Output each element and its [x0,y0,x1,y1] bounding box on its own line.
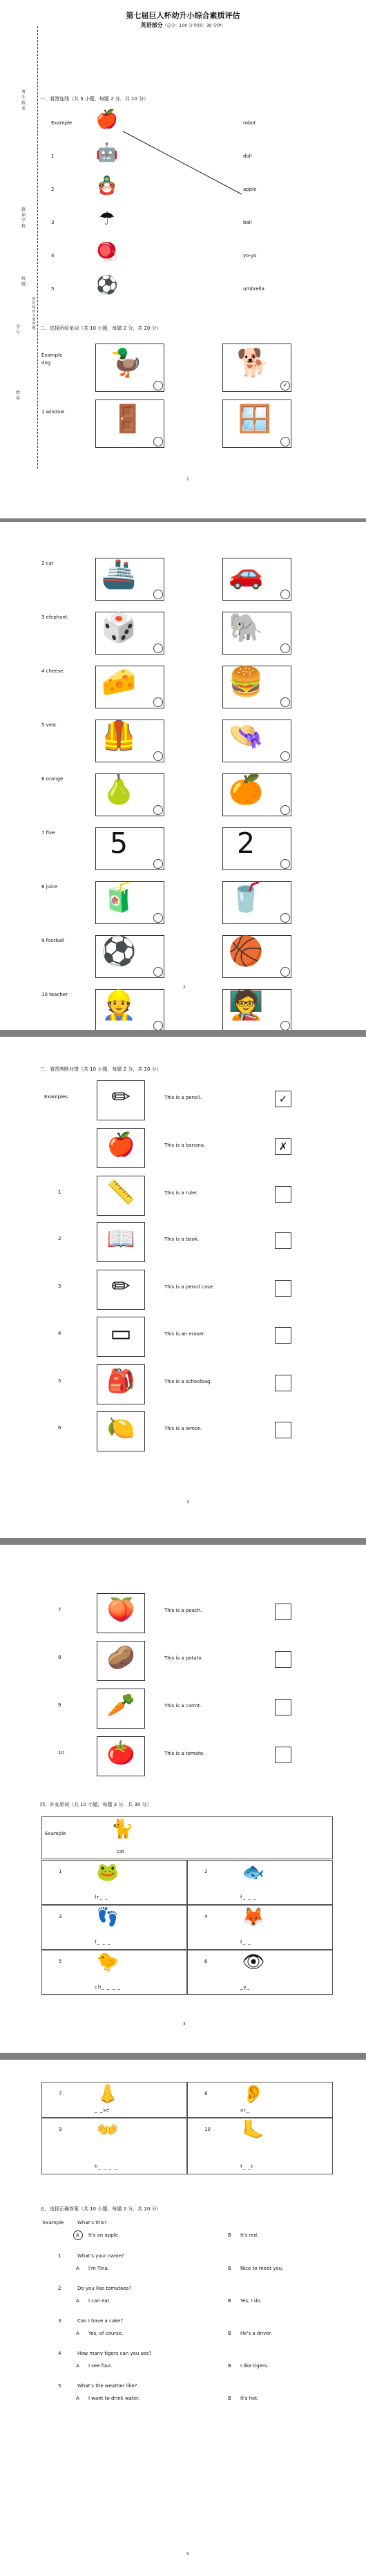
tf-sentence: This is a peach. [164,1608,202,1613]
right-picture-box[interactable] [222,399,291,448]
fill-cell [41,1860,187,1905]
fill-cell [41,2082,187,2118]
tf-picture-box [97,1270,145,1310]
tf-answer-box[interactable]: ✗ [275,1138,291,1155]
answer-circle[interactable] [280,590,290,599]
ship-icon: 🚢 [101,557,137,590]
option-b-letter[interactable]: B [228,2363,231,2369]
potato-icon: 🥔 [106,1644,135,1671]
option-a-text[interactable]: It's an apple. [88,2232,120,2238]
fill-cell [41,2118,187,2174]
question-number: Example [43,2220,64,2226]
option-b-letter[interactable]: B [228,2396,231,2401]
answer-circle[interactable]: ✓ [280,381,290,391]
tf-number: Examples [44,1094,68,1100]
section4-title: 四、补充单词（共 10 小题，每题 3 分，共 30 分） [40,1802,152,1807]
elephant-icon: 🐘 [228,611,264,644]
fill-number: 8 [204,2091,208,2096]
answer-circle[interactable] [153,751,163,761]
fill-blank[interactable]: _ _se [95,2107,110,2113]
answer-circle[interactable] [153,697,163,707]
fox-icon: 🦊 [242,1907,265,1928]
tf-answer-box[interactable] [275,1747,291,1763]
cat-icon: 🐈 [110,1818,134,1840]
tf-picture-box [97,1736,145,1776]
question-text: How many tigers can you see? [77,2351,152,2356]
question-text: Can I have a cake? [77,2318,124,2324]
tf-picture-box [97,1411,145,1451]
right-picture-box[interactable] [222,666,291,708]
page-number: 2 [183,985,186,990]
right-picture-box[interactable] [222,558,291,601]
hat-icon: 👒 [228,719,264,752]
right-picture-box[interactable] [222,827,291,870]
match-word[interactable]: apple [243,187,257,192]
page-2 [0,522,366,1030]
left-picture-box[interactable] [95,720,164,762]
tf-picture-box [97,1128,145,1168]
option-b-text[interactable]: He's a driver. [240,2331,273,2336]
cheese-icon: 🧀 [101,665,137,698]
foot-icon: 🦶 [242,2120,265,2141]
fill-number: 7 [59,2091,62,2096]
carrot-icon: 🥕 [106,1691,135,1718]
tf-answer-box[interactable] [275,1186,291,1203]
match-number: 5 [51,286,55,292]
match-word[interactable]: yo-yo [243,253,257,258]
answer-circle[interactable] [153,859,163,869]
tf-number: 10 [58,1750,64,1756]
tf-answer-box[interactable] [275,1280,291,1297]
choice-label: 8 juice [41,884,58,890]
tf-picture-box [97,1593,145,1633]
right-picture-box[interactable] [222,935,291,978]
fill-number: 10 [204,2127,211,2132]
tf-sentence: This is a tomato. [164,1751,205,1756]
fill-cell [187,1905,333,1950]
choice-label: 3 elephant [41,614,68,620]
choice-label: 7 five [41,830,55,836]
tf-sentence: This is a lemon. [164,1426,202,1431]
question-text: Do you like tomatoes? [77,2286,132,2291]
left-picture-box[interactable] [95,558,164,601]
right-picture-box[interactable] [222,773,291,816]
nose-icon: 👃 [96,2084,119,2105]
option-b-letter[interactable]: B [228,2232,231,2238]
choice-label: 2 car [41,561,54,566]
section3-title: 三、看图判断对错（共 10 小题，每题 2 分，共 20 分） [40,1066,162,1072]
tf-number: 3 [58,1284,61,1289]
basketball-icon: 🏀 [228,934,264,968]
tf-picture-box [97,1317,145,1357]
tf-sentence: This is a pencil. [164,1095,202,1100]
tf-answer-box[interactable] [275,1604,291,1620]
option-a-text[interactable]: I want to drink water. [88,2396,140,2401]
tf-answer-box[interactable]: ✓ [275,1091,291,1107]
teacher-icon: 🧑‍🏫 [228,988,264,1022]
option-b-text[interactable]: It's red. [240,2232,259,2238]
ruler-icon: 📏 [106,1178,135,1205]
page-number: 5 [186,2552,189,2557]
tf-answer-box[interactable] [275,1422,291,1438]
ear-icon: 👂 [242,2084,265,2105]
sidebar-field-name-2: 姓名 [15,391,20,401]
option-b-text[interactable]: Yes, I do. [240,2298,262,2304]
left-picture-box[interactable] [95,827,164,870]
option-a-text[interactable]: Yes, of course. [88,2331,124,2336]
feet-icon: 👣 [96,1907,119,1928]
right-picture-box[interactable] [222,344,291,392]
juice-cup-icon: 🥤 [228,881,264,914]
schoolbag-icon: 🎒 [106,1367,135,1394]
ball-icon: ⚽ [95,275,119,296]
fill-blank[interactable]: f_ _ _ [240,1895,257,1900]
apple-icon: 🍎 [106,1131,135,1158]
fill-number: 4 [204,1914,208,1919]
sidebar-notice: 密封线内不要答题 [32,297,36,330]
juice-box-icon: 🧃 [101,881,137,914]
tf-number: 7 [58,1607,61,1613]
fill-number: 3 [59,1914,62,1919]
example-word: cat [117,1849,124,1854]
match-word[interactable]: robot [243,120,256,126]
tf-number: 5 [58,1378,61,1384]
option-a-letter[interactable]: A [76,2396,79,2401]
answer-circle[interactable] [153,590,163,599]
fill-blank[interactable]: f_ _ [240,1939,251,1945]
page-gap [0,1030,366,1037]
fill-cell [41,1905,187,1950]
tf-answer-box[interactable] [275,1375,291,1391]
fill-number: 1 [59,1869,62,1874]
fill-blank[interactable]: f_ _ _ [95,1939,111,1945]
tf-sentence: This is a pencil case. [164,1284,215,1290]
sidebar-field-school: 就读学校 [21,207,26,229]
example-word: dog [41,360,51,366]
fill-blank[interactable]: _y_ [240,1984,251,1990]
section5-title: 五、选择正确答案（共 10 小题，每题 2 分，共 20 分） [40,2206,162,2212]
option-b-text[interactable]: It's hot. [240,2396,259,2401]
score-note: （总分：100 分 时间：30 分钟） [162,23,226,28]
tf-picture-box [97,1222,145,1262]
fill-cell [187,1950,333,1995]
tf-number: 4 [58,1331,61,1336]
dog-icon: 🐕 [236,348,271,379]
tf-picture-box [97,1176,145,1216]
answer-circle[interactable] [280,751,290,761]
orange-icon: 🍊 [228,773,264,806]
dice-icon: 🎲 [101,611,137,644]
left-picture-box[interactable] [95,666,164,708]
fill-blank[interactable]: ch_ _ _ _ [95,1984,121,1990]
eraser-icon: ▭ [110,1319,132,1346]
tf-picture-box [97,1641,145,1681]
answer-circle[interactable] [153,967,163,977]
fill-blank[interactable]: fr_ _ [95,1895,108,1900]
fill-number: 5 [59,1959,62,1964]
example-match-line [0,0,366,518]
right-picture-box[interactable] [222,720,291,762]
left-picture-box[interactable] [95,989,164,1030]
question-text: What's the weather like? [77,2383,137,2389]
eye-icon: 👁 [242,1952,265,1973]
tf-sentence: This is a banana. [164,1143,206,1148]
sidebar-field-name-1: 考生姓名 [21,90,26,111]
door-icon: 🚪 [110,404,145,435]
peach-icon: 🍑 [106,1596,135,1623]
answer-circle[interactable] [280,643,290,653]
window-icon: 🪟 [238,404,272,435]
fill-cell [187,2082,333,2118]
football-icon: ⚽ [101,934,137,968]
left-picture-box[interactable] [95,935,164,978]
page-title: 第七届巨人杯幼升小综合素质评估 [126,11,240,20]
page-number: 4 [183,2022,186,2027]
tf-sentence: This is a ruler. [164,1190,198,1196]
option-b-text[interactable]: Nice to meet you. [240,2266,284,2271]
answer-circle[interactable] [280,913,290,923]
right-picture-box[interactable] [222,881,291,924]
choice-label: 6 orange [41,776,64,782]
right-picture-box[interactable] [222,612,291,655]
fill-blank[interactable]: ar_ [240,2107,250,2113]
match-word[interactable]: umbrella [243,286,264,292]
answer-circle[interactable] [280,1021,290,1030]
match-number: 1 [51,153,55,159]
tf-picture-box [97,1689,145,1729]
option-b-letter[interactable]: B [228,2331,231,2336]
chick-icon: 🐤 [96,1952,119,1973]
section2-title: 二、选择所给单词（共 10 小题，每题 2 分，共 20 分） [40,326,162,331]
left-picture-box[interactable] [95,773,164,816]
left-picture-box[interactable] [95,612,164,655]
choice-label: 10 teacher [41,992,68,997]
left-picture-box[interactable] [95,399,164,448]
answer-circle[interactable] [280,805,290,815]
fill-number: 6 [204,1959,208,1964]
tf-sentence: This is a schoolbag. [164,1379,212,1384]
tf-number: 8 [58,1655,61,1660]
left-picture-box[interactable] [95,881,164,924]
tf-sentence: This is a potato. [164,1655,203,1661]
tf-sentence: This is a carrot. [164,1703,202,1709]
option-a-text[interactable]: I'm Tina. [88,2266,109,2271]
answer-circle[interactable] [153,437,163,446]
option-a-letter[interactable]: A [76,2363,79,2369]
option-a-text[interactable]: I can eat. [88,2298,111,2304]
pencil-icon: ✏ [111,1272,131,1299]
option-a-letter[interactable]: A [76,2266,79,2271]
match-number: Example [51,120,73,126]
tomato-icon: 🍅 [106,1739,135,1766]
option-a-letter[interactable]: A [76,2331,79,2336]
yoyo-icon: 🪀 [95,242,119,263]
right-picture-box[interactable] [222,989,291,1030]
tf-picture-box [97,1364,145,1404]
option-a-text[interactable]: I see four. [88,2363,113,2369]
option-b-text[interactable]: I like tigers. [240,2363,269,2369]
number-two-icon: 2 [236,827,256,860]
answer-circle[interactable] [153,913,163,923]
answer-circle[interactable] [153,1021,163,1030]
answer-circle[interactable] [280,437,290,446]
answer-circle[interactable] [280,967,290,977]
question-text: What's your name? [77,2253,124,2259]
tf-number: 9 [58,1702,61,1708]
example-label: Example [45,1831,66,1836]
left-picture-box[interactable] [95,344,164,392]
fill-cell [41,1950,187,1995]
page-gap [0,1538,366,1545]
subtitle-text: 英语部分 [140,22,163,28]
vest-icon: 🦺 [101,719,137,752]
page-4 [0,1545,366,2053]
choice-label: 1 window [41,409,65,415]
worker-icon: 👷 [101,988,137,1022]
page-gap [0,2053,366,2060]
page-number: 3 [186,1500,189,1505]
choice-label: 4 cheese [41,668,64,674]
fill-number: 2 [204,1869,208,1874]
page-5 [0,2060,366,2576]
question-number: 2 [58,2286,61,2291]
tf-answer-box[interactable] [275,1327,291,1344]
example-cell [41,1816,333,1859]
page-1 [0,0,366,518]
burger-icon: 🍔 [228,665,264,698]
tf-number: 1 [58,1190,61,1195]
tf-answer-box[interactable] [275,1232,291,1249]
pear-icon: 🍐 [101,773,137,806]
match-number: 3 [51,220,55,225]
match-number: 4 [51,253,55,258]
book-icon: 📖 [106,1225,135,1252]
pencil-icon: ✏ [111,1083,131,1110]
choice-label: 5 vest [41,722,57,728]
page-number: 1 [186,477,189,482]
tf-sentence: This is a book. [164,1237,200,1242]
lemon-icon: 🍋 [106,1414,135,1441]
option-a-letter[interactable]: A [76,2232,79,2238]
tf-number: 2 [58,1236,61,1241]
match-number: 2 [51,187,55,192]
answer-circle[interactable] [153,805,163,815]
fill-number: 9 [59,2127,62,2132]
question-number: 4 [58,2351,61,2356]
section1-title: 一、看图连线（共 5 小题，每题 2 分，共 10 分） [40,96,149,102]
option-b-letter[interactable]: B [228,2266,231,2271]
fish-icon: 🐟 [242,1862,265,1883]
page-3 [0,1037,366,1538]
doll-icon: 🪆 [95,176,119,196]
sidebar-field-class: 班级 [21,276,26,287]
question-number: 3 [58,2318,61,2324]
option-a-letter[interactable]: A [76,2298,79,2304]
question-number: 1 [58,2253,61,2259]
sidebar-field-id: 学号 [15,325,20,335]
tf-answer-box[interactable] [275,1699,291,1715]
answer-circle[interactable] [280,859,290,869]
frog-icon: 🐸 [96,1862,119,1883]
tf-picture-box [97,1080,145,1120]
question-text: What's this? [77,2220,107,2226]
tf-number: 6 [58,1425,61,1431]
robot-icon: 🤖 [95,142,119,163]
apple-icon: 🍎 [95,109,119,130]
duck-icon: 🦆 [109,348,144,379]
question-number: 5 [58,2383,61,2389]
answer-circle[interactable] [153,643,163,653]
hands-icon: 👐 [96,2120,119,2141]
answer-circle[interactable] [280,697,290,707]
fill-cell [187,1860,333,1905]
match-word[interactable]: doll [243,153,252,159]
car-icon: 🚗 [228,557,264,590]
answer-circle[interactable] [153,381,163,391]
fill-blank[interactable]: h_ _ _ _ [95,2164,118,2170]
umbrella-icon: ☂ [99,209,115,229]
number-five-icon: 5 [109,827,128,860]
fill-blank[interactable]: f_ _t [240,2164,254,2170]
option-b-letter[interactable]: B [228,2298,231,2304]
tf-sentence: This is an eraser. [164,1331,206,1337]
example-label: Example [41,352,63,358]
choice-label: 9 football [41,938,65,943]
match-word[interactable]: ball [243,220,252,225]
tf-answer-box[interactable] [275,1651,291,1668]
fill-cell [187,2118,333,2174]
